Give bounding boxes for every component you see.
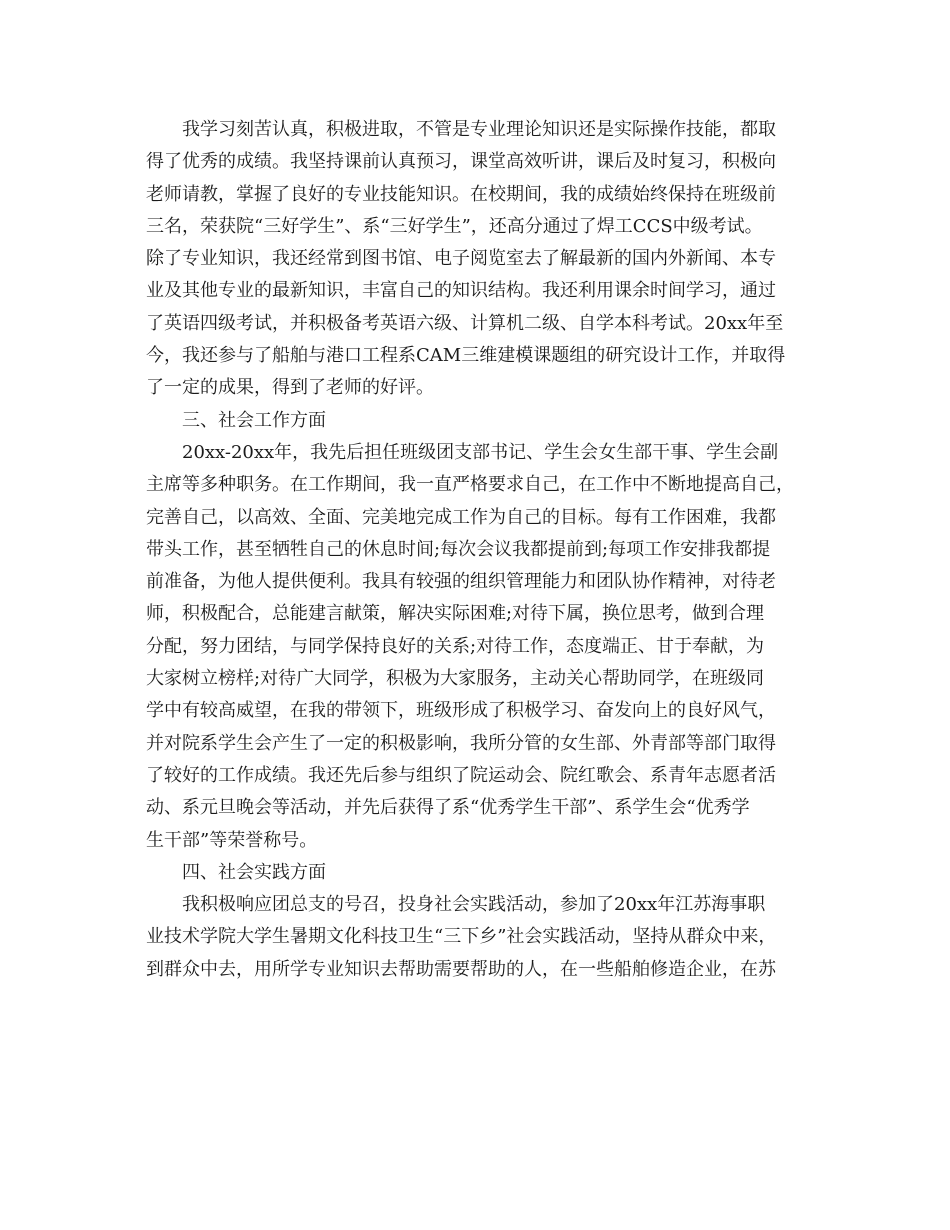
text-line: 分配，努力团结，与同学保持良好的关系;对待工作，态度端正、甘于奉献，为 [146,635,765,657]
text-line: 了英语四级考试，并积极备考英语六级、计算机二级、自学本科考试。20xx年至 [146,312,784,334]
text-line: 主席等多种职务。在工作期间，我一直严格要求自己，在工作中不断地提高自己， [146,474,794,496]
text-line: 前准备，为他人提供便利。我具有较强的组织管理能力和团队协作精神，对待老 [146,571,776,593]
text-line: 老师请教，掌握了良好的专业技能知识。在校期间，我的成绩始终保持在班级前 [146,183,776,205]
text-line: 大家树立榜样;对待广大同学，积极为大家服务，主动关心帮助同学，在班级同 [146,668,765,690]
text-line: 了较好的工作成绩。我还先后参与组织了院运动会、院红歌会、系青年志愿者活 [146,764,776,786]
text-line: 除了专业知识，我还经常到图书馆、电子阅览室去了解最新的国内外新闻、本专 [146,248,776,270]
text-line: 今，我还参与了船舶与港口工程系CAM三维建模课题组的研究设计工作，并取得 [146,345,786,367]
text-line: 带头工作，甚至牺牲自己的休息时间;每次会议我都提前到;每项工作安排我都提 [146,538,771,560]
text-line: 生干部”等荣誉称号。 [146,829,318,851]
text-line: 完善自己，以高效、全面、完美地完成工作为自己的目标。每有工作困难，我都 [146,506,776,528]
text-line: 三、社会工作方面 [182,409,326,431]
text-line: 业及其他专业的最新知识，丰富自己的知识结构。我还利用课余时间学习，通过 [146,280,776,302]
text-line: 业技术学院大学生暑期文化科技卫生“三下乡”社会实践活动，坚持从群众中来， [146,926,777,948]
text-line: 学中有较高威望，在我的带领下，班级形成了积极学习、奋发向上的良好风气， [146,700,776,722]
text-line: 得了优秀的成绩。我坚持课前认真预习，课堂高效听讲，课后及时复习，积极向 [146,151,776,173]
document-body [146,114,816,986]
text-line: 到群众中去，用所学专业知识去帮助需要帮助的人，在一些船舶修造企业，在苏 [146,958,776,980]
text-line: 动、系元旦晚会等活动，并先后获得了系“优秀学生干部”、系学生会“优秀学 [146,797,750,819]
text-line: 师，积极配合，总能建言献策，解决实际困难;对待下属，换位思考，做到合理 [146,603,765,625]
text-line: 我学习刻苦认真，积极进取，不管是专业理论知识还是实际操作技能，都取 [182,119,776,140]
text-line: 了一定的成果，得到了老师的好评。 [146,377,434,399]
text-line: 20xx-20xx年，我先后担任班级团支部书记、学生会女生部干事、学生会副 [182,441,779,463]
text-line: 我积极响应团总支的号召，投身社会实践活动，参加了20xx年江苏海事职 [182,894,766,916]
text-line: 并对院系学生会产生了一定的积极影响，我所分管的女生部、外青部等部门取得 [146,732,776,754]
text-line: 四、社会实践方面 [182,861,326,883]
text-line: 三名，荣获院“三好学生”、系“三好学生”，还高分通过了焊工CCS中级考试。 [146,215,763,237]
